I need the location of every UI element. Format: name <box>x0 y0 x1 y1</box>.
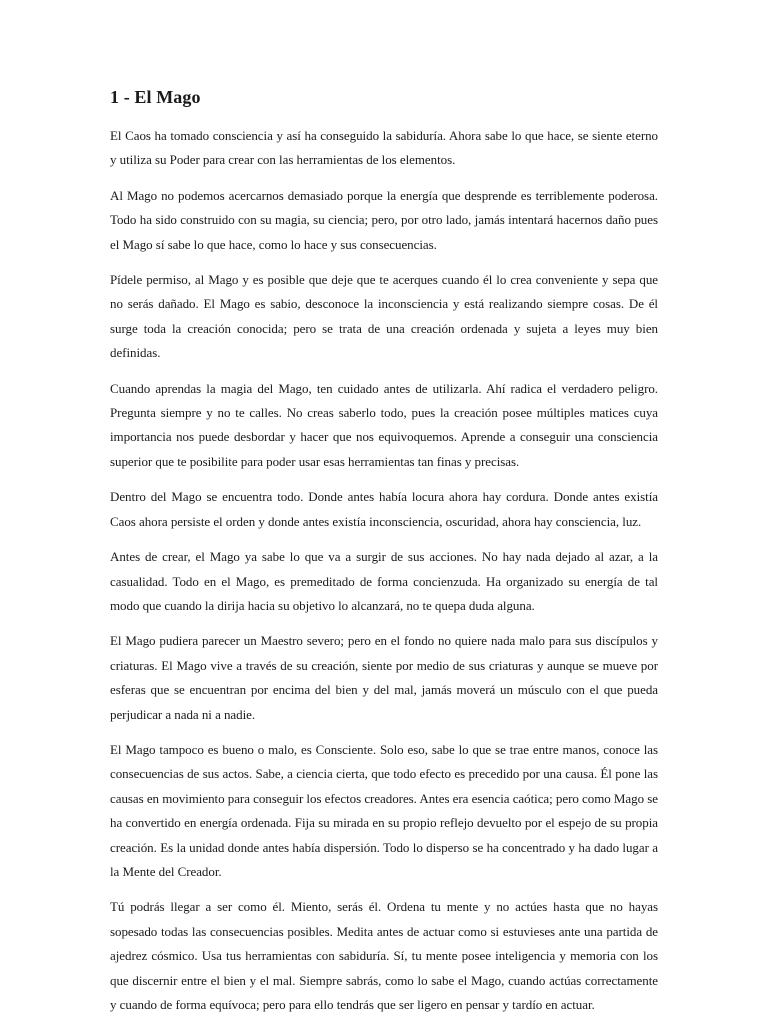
paragraph-5: Dentro del Mago se encuentra todo. Donde antes había locura ahora hay cordura. Donde antes existía Caos ahora persiste el orden y donde antes existía inconsciencia, oscuridad, ahora hay consciencia, luz. <box>110 489 658 529</box>
paragraph-7: El Mago pudiera parecer un Maestro severo; pero en el fondo no quiere nada malo para sus discípulos y criaturas. El Mago vive a través de su creación, siente por medio de sus criaturas y aunque se mueve por esferas que se encuentran por encima del bien y del mal, jamás moverá un músculo con el que pueda perjudicar a nada ni a nadie. <box>110 633 658 722</box>
paragraph-3: Pídele permiso, al Mago y es posible que deje que te acerques cuando él lo crea conveniente y sepa que no serás dañado. El Mago es sabio, desconoce la inconsciencia y está realizando siempre cosas. De él surge toda la creación conocida; pero se trata de una creación ordenada y sujeta a leyes muy bien definidas. <box>110 272 658 361</box>
paragraph-2: Al Mago no podemos acercarnos demasiado porque la energía que desprende es terriblemente poderosa. Todo ha sido construido con su magia, su ciencia; pero, por otro lado, jamás intentará hacernos daño pues el Mago sí sabe lo que hace, como lo hace y sus consecuencias. <box>110 187 658 252</box>
paragraph-6: Antes de crear, el Mago ya sabe lo que va a surgir de sus acciones. No hay nada dejado al azar, a la casualidad. Todo en el Mago, es premeditado de forma concienzuda. Ha organizado su energía de tal modo que cuando la dirija hacia su objetivo lo alcanzará, no te quepa duda alguna. <box>110 549 658 613</box>
paragraph-9: Tú podrás llegar a ser como él. Miento, serás él. Ordena tu mente y no actúes hasta que no hayas sopesado todas las consecuencias posibles. Medita antes de actuar como si estuvieses ante una partida de ajedrez cósmico. Usa tus herramientas con sabiduría. Sí, tu mente posee inteligencia y memoria con los que discernir entre el bien y el mal. Siempre sabrás, como lo sabe el Mago, cuando actúas correctamente y cuando de forma equívoca; pero para ello tendrás que ser ligero en pensar y tardío en actuar. <box>110 899 658 1012</box>
paragraph-8: El Mago tampoco es bueno o malo, es Consciente. Solo eso, sabe lo que se trae entre manos, conoce las consecuencias de sus actos. Sabe, a ciencia cierta, que todo efecto es precedido por una causa. Él pone las causas en movimiento para conseguir los efectos creadores. Antes era esencia caótica; pero como Mago se ha convertido en energía ordenada. Fija su mirada en su propio reflejo devuelto por el espejo de su propia creación. Es la unidad donde antes había dispersión. Todo lo disperso se ha concentrado y ha dado lugar a la Mente del Creador. <box>110 741 658 879</box>
paragraph-1: El Caos ha tomado consciencia y así ha conseguido la sabiduría. Ahora sabe lo que hace, se siente eterno y utiliza su Poder para crear con las herramientas de los elementos. <box>110 128 658 168</box>
chapter-title: 1 - El Mago <box>110 87 201 107</box>
paragraph-4: Cuando aprendas la magia del Mago, ten cuidado antes de utilizarla. Ahí radica el verdadero peligro. Pregunta siempre y no te calles. No creas saberlo todo, pues la creación posee múltiples matices cuya importancia nos puede desbordar y hacer que nos equivoquemos. Aprende a conseguir una consciencia superior que te posibilite para poder usar esas herramientas tan finas y precisas. <box>110 380 658 469</box>
document-page <box>110 86 658 1028</box>
